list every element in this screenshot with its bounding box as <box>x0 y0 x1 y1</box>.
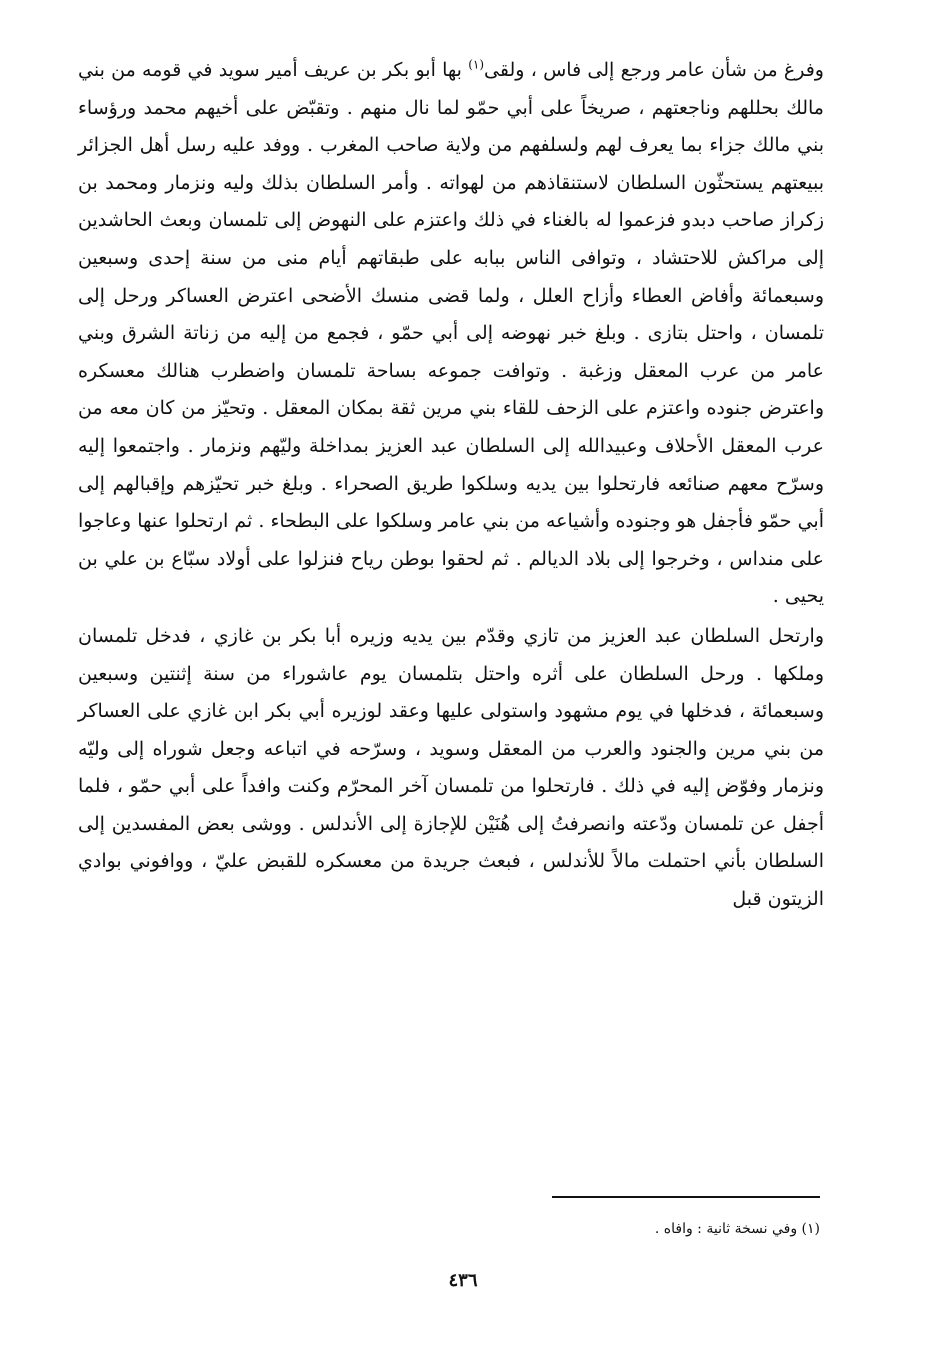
paragraph-2: وارتحل السلطان عبد العزيز من تازي وقدّم بين يديه وزيره أبا بكر بن غازي ، فدخل تلمسان وملكها . ورحل السلطان على أثره واحتل بتلمسان يوم عاشوراء من سنة إثنتين وسبعين وسبعمائة ، فدخلها في يوم مشهود واستولى عليها وعقد لوزيره أبي بكر ابن غازي على العساكر من بني مرين والجنود والعرب من المعقل وسويد ، وسرّحه في اتباعه وجعل شوراه إلى وليّه ونزمار وفوّض إليه في ذلك . فارتحلوا من تلمسان آخر المحرّم وكنت وافداً على أبي حمّو ، فلما أجفل عن تلمسان ودّعته وانصرفتُ إلى هُنَيْن للإجازة إلى الأندلس . ووشى بعض المفسدين إلى السلطان بأني احتملت مالاً للأندلس ، فبعث جريدة من معسكره للقبض عليّ ، ووافوني بوادي الزيتون قبل <box>78 624 824 911</box>
paragraph-1 <box>78 52 824 616</box>
footnote-reference: (١) <box>468 57 485 72</box>
paragraph-1-rest: بها أبو بكر بن عريف أمير سويد في قومه من بني مالك بحللهم وناجعتهم ، صريخاً على أبي حمّو لما نال منهم . وتقبّض على أخيهم محمد ورؤساء بني مالك جزاء بما يعرف لهم ولسلفهم من ولاية صاحب المغرب . ووفد عليه رسل أهل الجزائر ببيعتهم يستحثّون السلطان لاستنقاذهم من لهواته . وأمر السلطان بذلك وليه ونزمار ومحمد بن زكراز صاحب دبدو فزعموا له بالغناء في ذلك واعتزم على النهوض إلى تلمسان وبعث الحاشدين إلى مراكش للاحتشاد ، وتوافى الناس ببابه على طبقاتهم أيام منى من سنة إحدى وسبعين وسبعمائة وأفاض العطاء وأزاح العلل ، ولما قضى منسك الأضحى اعترض العساكر ورحل إلى تلمسان ، واحتل بتازى . وبلغ خبر نهوضه إلى أبي حمّو ، فجمع من إليه من زناتة الشرق وبني عامر من عرب المعقل وزغبة . وتوافت جموعه بساحة تلمسان واضطرب هنالك معسكره واعترض جنوده واعتزم على الزحف للقاء بني مرين ثقة بمكان المعقل . وتحيّز من كان معه من عرب المعقل الأحلاف وعبيدالله إلى السلطان عبد العزيز بمداخلة وليّهم ونزمار . واجتمعوا إليه وسرّح معهم صنائعه فارتحلوا بين يديه وسلكوا طريق الصحراء . وبلغ خبر تحيّزهم وإقبالهم إلى أبي حمّو فأجفل هو وجنوده وأشياعه من بني عامر وسلكوا على البطحاء . ثم ارتحلوا عنها وعاجوا على منداس ، وخرجوا إلى بلاد الديالم . ثم لحقوا بوطن رياح فنزلوا على أولاد سبّاع بن علي بن يحيى . <box>78 59 824 608</box>
page-number: ٤٣٦ <box>448 1270 478 1291</box>
footnote: (١) وفي نسخة ثانية : وافاه . <box>654 1221 820 1237</box>
paragraph-1-start: وفرغ من شأن عامر ورجع إلى فاس ، ولقى <box>484 59 824 81</box>
body-text <box>78 52 824 919</box>
footnote-divider <box>552 1196 820 1198</box>
